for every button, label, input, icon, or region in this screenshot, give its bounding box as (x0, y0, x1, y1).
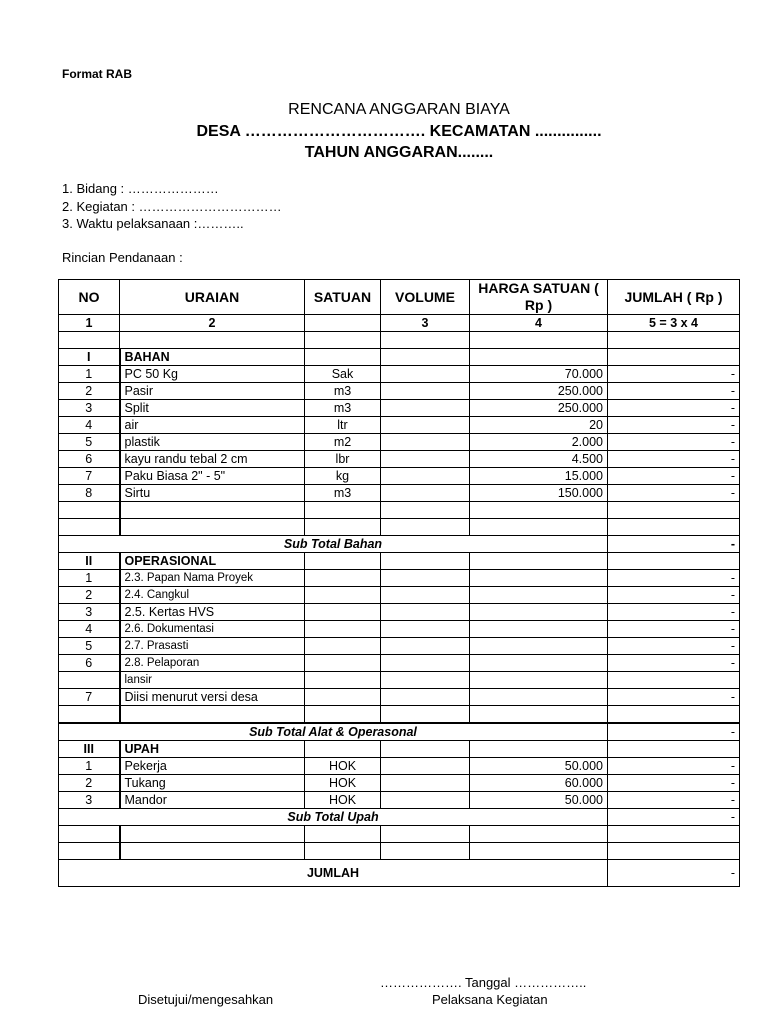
row-no: 4 (59, 417, 120, 434)
spacer-row (59, 706, 740, 724)
row-satuan: Sak (305, 366, 381, 383)
colnum-jumlah: 5 = 3 x 4 (608, 315, 740, 332)
header-no: NO (59, 280, 120, 315)
document-year-line: TAHUN ANGGARAN........ (304, 144, 494, 161)
total-value: - (608, 860, 740, 887)
row-uraian: Sirtu (120, 485, 305, 502)
subtotal-label: Sub Total Upah (59, 809, 608, 826)
row-no: 2 (59, 383, 120, 400)
table-row (59, 792, 740, 809)
subtotal-label: Sub Total Alat & Operasonal (59, 723, 608, 741)
table-row (59, 775, 740, 792)
row-uraian: PC 50 Kg (120, 366, 305, 383)
spacer-row (59, 502, 740, 519)
section-title: BAHAN (120, 349, 305, 366)
row-harga: 2.000 (470, 434, 608, 451)
row-uraian: 2.7. Prasasti (120, 638, 305, 655)
row-no: 7 (59, 468, 120, 485)
row-no: 3 (59, 604, 120, 621)
table-row (59, 672, 740, 689)
table-row (59, 638, 740, 655)
row-no: 2 (59, 775, 120, 792)
header-harga: HARGA SATUAN ( Rp ) (470, 280, 608, 315)
row-no: 8 (59, 485, 120, 502)
row-uraian: Mandor (120, 792, 305, 809)
section-header-bahan (59, 349, 740, 366)
row-uraian: 2.4. Cangkul (120, 587, 305, 604)
row-jumlah: - (608, 689, 740, 706)
row-no: 3 (59, 792, 120, 809)
format-label: Format RAB (62, 67, 133, 81)
row-jumlah: - (608, 621, 740, 638)
row-jumlah: - (608, 775, 740, 792)
row-no: 6 (59, 655, 120, 672)
document-village-line: DESA ……………………………. KECAMATAN ............... (196, 123, 602, 140)
spacer-row (59, 519, 740, 536)
row-satuan: m2 (305, 434, 381, 451)
row-no: 2 (59, 587, 120, 604)
row-uraian: kayu randu tebal 2 cm (120, 451, 305, 468)
row-jumlah: - (608, 655, 740, 672)
row-uraian: Diisi menurut versi desa (120, 689, 305, 706)
subtotal-row-bahan (59, 536, 740, 553)
table-header-row (59, 280, 740, 315)
table-row (59, 451, 740, 468)
row-no: 1 (59, 366, 120, 383)
info-kegiatan: 2. Kegiatan : …………………………… (62, 199, 282, 214)
subtotal-value: - (608, 536, 740, 553)
row-jumlah: - (608, 400, 740, 417)
budget-table (58, 279, 740, 887)
signature-approver-label: Disetujui/mengesahkan (138, 992, 274, 1007)
row-uraian: air (120, 417, 305, 434)
row-harga: 4.500 (470, 451, 608, 468)
colnum-uraian: 2 (120, 315, 305, 332)
table-row (59, 655, 740, 672)
row-harga: 60.000 (470, 775, 608, 792)
row-jumlah: - (608, 366, 740, 383)
section-roman: II (59, 553, 120, 570)
row-satuan: kg (305, 468, 381, 485)
colnum-satuan (305, 315, 381, 332)
row-uraian-extra: lansir (120, 672, 305, 689)
row-no: 1 (59, 570, 120, 587)
row-harga: 250.000 (470, 383, 608, 400)
header-satuan: SATUAN (305, 280, 381, 315)
section-roman: I (59, 349, 120, 366)
section-roman: III (59, 741, 120, 758)
section-title: OPERASIONAL (120, 553, 305, 570)
row-harga: 15.000 (470, 468, 608, 485)
row-uraian: 2.6. Dokumentasi (120, 621, 305, 638)
row-uraian: Paku Biasa 2" - 5" (120, 468, 305, 485)
row-satuan: HOK (305, 758, 381, 775)
row-harga: 150.000 (470, 485, 608, 502)
row-no: 6 (59, 451, 120, 468)
colnum-no: 1 (59, 315, 120, 332)
row-harga: 50.000 (470, 758, 608, 775)
row-uraian: Pasir (120, 383, 305, 400)
row-jumlah: - (608, 434, 740, 451)
header-jumlah: JUMLAH ( Rp ) (608, 280, 740, 315)
signature-executor-label: Pelaksana Kegiatan (432, 992, 548, 1007)
row-harga: 50.000 (470, 792, 608, 809)
total-row (59, 860, 740, 887)
row-no: 3 (59, 400, 120, 417)
table-row (59, 604, 740, 621)
table-row (59, 570, 740, 587)
row-uraian: Tukang (120, 775, 305, 792)
row-no: 5 (59, 434, 120, 451)
colnum-harga: 4 (470, 315, 608, 332)
colnum-volume: 3 (381, 315, 470, 332)
info-bidang: 1. Bidang : ………………… (62, 181, 219, 196)
row-no: 5 (59, 638, 120, 655)
table-row (59, 434, 740, 451)
row-uraian: Pekerja (120, 758, 305, 775)
subtotal-label: Sub Total Bahan (59, 536, 608, 553)
row-jumlah: - (608, 570, 740, 587)
row-harga: 250.000 (470, 400, 608, 417)
table-row (59, 689, 740, 706)
row-jumlah: - (608, 638, 740, 655)
row-jumlah: - (608, 792, 740, 809)
row-jumlah: - (608, 485, 740, 502)
section-header-upah (59, 741, 740, 758)
row-jumlah: - (608, 587, 740, 604)
row-uraian: 2.5. Kertas HVS (120, 604, 305, 621)
subtotal-row-operasional (59, 723, 740, 741)
subtotal-row-upah (59, 809, 740, 826)
row-uraian: 2.3. Papan Nama Proyek (120, 570, 305, 587)
header-uraian: URAIAN (120, 280, 305, 315)
table-row (59, 383, 740, 400)
spacer-row (59, 843, 740, 860)
row-uraian: 2.8. Pelaporan (120, 655, 305, 672)
signature-date-line: ………………. Tanggal …………….. (380, 975, 587, 990)
spacer-row (59, 826, 740, 843)
header-volume: VOLUME (381, 280, 470, 315)
section-title: UPAH (120, 741, 305, 758)
row-jumlah: - (608, 383, 740, 400)
rincian-label: Rincian Pendanaan : (62, 250, 183, 265)
row-jumlah: - (608, 417, 740, 434)
section-header-operasional (59, 553, 740, 570)
row-harga: 70.000 (470, 366, 608, 383)
row-jumlah: - (608, 758, 740, 775)
row-satuan: m3 (305, 400, 381, 417)
spacer-row (59, 332, 740, 349)
row-jumlah: - (608, 468, 740, 485)
document-title: RENCANA ANGGARAN BIAYA (288, 101, 510, 118)
row-uraian: plastik (120, 434, 305, 451)
row-no: 7 (59, 689, 120, 706)
row-satuan: m3 (305, 485, 381, 502)
table-row (59, 400, 740, 417)
row-satuan: HOK (305, 775, 381, 792)
column-number-row (59, 315, 740, 332)
row-satuan: HOK (305, 792, 381, 809)
table-row (59, 468, 740, 485)
info-waktu: 3. Waktu pelaksanaan :……….. (62, 216, 244, 231)
subtotal-value: - (608, 723, 740, 741)
row-uraian: Split (120, 400, 305, 417)
table-row (59, 758, 740, 775)
row-harga: 20 (470, 417, 608, 434)
subtotal-value: - (608, 809, 740, 826)
row-jumlah: - (608, 604, 740, 621)
row-no: 4 (59, 621, 120, 638)
row-no: 1 (59, 758, 120, 775)
table-row (59, 485, 740, 502)
row-satuan: lbr (305, 451, 381, 468)
table-row (59, 621, 740, 638)
row-satuan: m3 (305, 383, 381, 400)
total-label: JUMLAH (59, 860, 608, 887)
table-row (59, 417, 740, 434)
table-row (59, 587, 740, 604)
row-jumlah: - (608, 451, 740, 468)
row-satuan: ltr (305, 417, 381, 434)
table-row (59, 366, 740, 383)
